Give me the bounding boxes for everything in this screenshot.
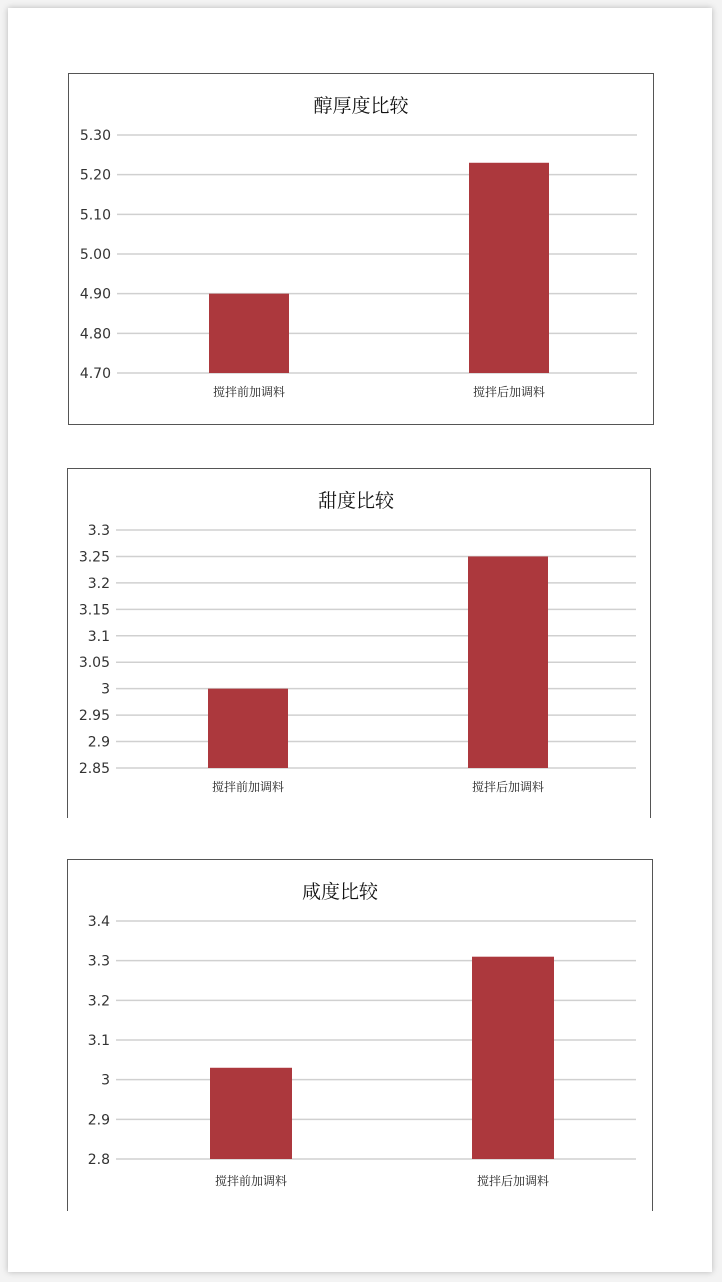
- y-tick-label: 3.3: [87, 523, 110, 539]
- page-card: [8, 8, 712, 1272]
- y-tick-label: 3.2: [87, 575, 110, 592]
- chart-panel-mellowness: [68, 73, 654, 425]
- chart-title: 醇厚度比较: [313, 95, 409, 117]
- chart-panel-sweetness: [67, 468, 651, 818]
- x-category-label: 搅拌后加调料: [476, 1174, 550, 1188]
- chart-title: 咸度比较: [301, 881, 379, 903]
- x-category-label: 搅拌后加调料: [471, 780, 545, 794]
- y-tick-label: 3.2: [87, 993, 110, 1010]
- y-tick-label: 2.85: [78, 761, 110, 777]
- y-tick-label: 3.1: [87, 628, 110, 645]
- y-tick-label: 4.90: [79, 286, 111, 303]
- y-tick-label: 5.30: [79, 128, 111, 144]
- y-tick-label: 3: [101, 681, 110, 698]
- y-tick-label: 2.95: [78, 708, 110, 725]
- y-tick-label: 3.25: [78, 549, 110, 566]
- y-tick-label: 2.9: [87, 1112, 110, 1129]
- y-tick-label: 3.3: [87, 953, 110, 970]
- y-tick-label: 2.9: [87, 734, 110, 751]
- bar-1: [209, 294, 289, 373]
- y-tick-label: 2.8: [87, 1152, 110, 1168]
- chart-title: 甜度比较: [317, 490, 395, 512]
- bar-2: [469, 163, 549, 373]
- chart-panel-saltiness: [67, 859, 653, 1211]
- chart-mellowness: [69, 74, 653, 424]
- y-tick-label: 3: [101, 1072, 110, 1089]
- x-category-label: 搅拌前加调料: [214, 1174, 288, 1188]
- bar-2: [472, 957, 554, 1159]
- chart-saltiness: [68, 860, 652, 1211]
- bar-2: [468, 556, 548, 768]
- y-tick-label: 3.4: [87, 914, 110, 930]
- y-tick-label: 3.05: [78, 655, 110, 672]
- bar-1: [210, 1068, 292, 1159]
- y-tick-label: 4.70: [79, 366, 111, 382]
- y-tick-label: 4.80: [79, 326, 111, 343]
- y-tick-label: 5.20: [79, 167, 111, 184]
- bar-1: [208, 689, 288, 768]
- chart-sweetness: [68, 469, 650, 818]
- x-category-label: 搅拌后加调料: [472, 385, 546, 399]
- y-tick-label: 5.00: [79, 247, 111, 263]
- x-category-label: 搅拌前加调料: [211, 780, 285, 794]
- x-category-label: 搅拌前加调料: [212, 385, 286, 399]
- y-tick-label: 3.1: [87, 1033, 110, 1049]
- y-tick-label: 3.15: [78, 602, 110, 619]
- y-tick-label: 5.10: [79, 207, 111, 224]
